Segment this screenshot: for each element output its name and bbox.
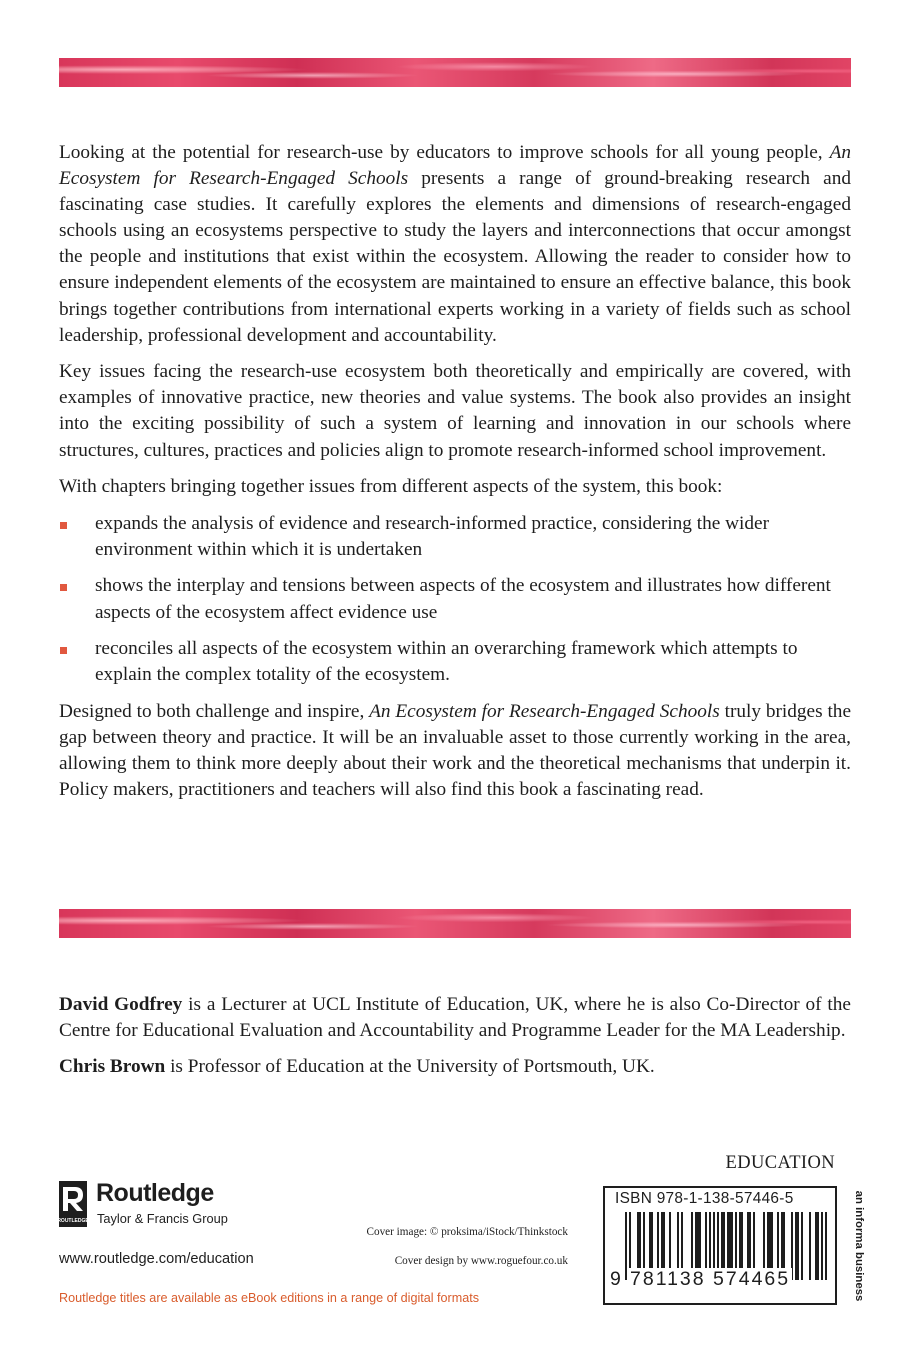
list-item: shows the interplay and tensions between aspects of the ecosystem and illustrates how different aspects of the ecosystem affect evidence use [59, 573, 851, 625]
author-name: Chris Brown [59, 1056, 166, 1077]
list-item: reconciles all aspects of the ecosystem within an overarching framework which attempts to explain the complex totality of the ecosystem. [59, 636, 851, 688]
barcode-bar [809, 1212, 811, 1280]
subject-category: EDUCATION [725, 1153, 835, 1173]
cover-design-credit: Cover design by www.roguefour.co.uk [394, 1255, 568, 1267]
barcode-bar [825, 1212, 827, 1280]
barcode-bar [625, 1212, 627, 1280]
intro-paragraph-2: Key issues facing the research-use ecosystem both theoretically and empirically are covered, with examples of innovative practice, new theories and value systems. The book also provides an insight into the exciting possibility of such a system of learning and innovation in our schools where structures, cultures, practices and policies align to promote research-informed school improvement. [59, 361, 851, 461]
ebook-note: Routledge titles are available as eBook editions in a range of digital formats [59, 1291, 480, 1305]
routledge-logo-icon [59, 1181, 87, 1227]
author-bio: Chris Brown is Professor of Education at the University of Portsmouth, UK. [59, 1056, 655, 1077]
bullet-square-icon [60, 584, 67, 591]
author-bios [59, 992, 851, 1090]
list-item: expands the analysis of evidence and research-informed practice, considering the wider environment within which it is undertaken [59, 511, 851, 563]
closing-paragraph: Designed to both challenge and inspire, An Ecosystem for Research-Engaged Schools truly bridges the gap between theory and practice. It will be an invaluable asset to those currently working in the area, allowing them to think more deeply about their work and the theoretical mechanisms that underpin it. Policy makers, practitioners and teachers will also find this book a fascinating read. [59, 700, 852, 801]
feature-list [59, 511, 851, 689]
author-name: David Godfrey [59, 994, 183, 1015]
isbn-label: ISBN 978-1-138-57446-5 [615, 1190, 794, 1207]
publisher-name: Routledge [96, 1179, 214, 1207]
isbn-barcode-box: ISBN 978-1-138-57446-5 9 781138 574465 [603, 1186, 837, 1305]
bullet-square-icon [60, 522, 67, 529]
svg-text:ROUTLEDGE: ROUTLEDGE [57, 1218, 89, 1224]
barcode-bar [795, 1212, 799, 1280]
publisher-group: Taylor & Francis Group [97, 1211, 228, 1226]
intro-paragraph-1: Looking at the potential for research-use by educators to improve schools for all young people, An Ecosystem for Research-Engaged Schools presents a range of ground-breaking research and fascinating case studies. It carefully explores the elements and dimensions of research-engaged schools using an ecosystems perspective to study the layers and interconnections that occur amongst the people and institutions that exist within the ecosystem. Allowing the reader to consider how to ensure independent elements of the ecosystem are maintained to ensure an effective balance, this book brings together contributions from international experts working in a variety of fields such as school leadership, professional development and accountability. [59, 142, 851, 346]
bullet-square-icon [60, 647, 67, 654]
barcode-bar [821, 1212, 823, 1280]
book-title: An Ecosystem for Research-Engaged Schools [369, 700, 720, 722]
cover-image-credit: Cover image: © proksima/iStock/Thinkstock [366, 1226, 568, 1238]
barcode-bar [815, 1212, 819, 1280]
barcode-bar [801, 1212, 803, 1280]
author-bio: David Godfrey is a Lecturer at UCL Institute of Education, UK, where he is also Co-Director of the Centre for Educational Evaluation and Accountability and Programme Leader for the MA Leadership. [59, 994, 851, 1041]
publisher-logo [59, 1181, 279, 1229]
intro-paragraph-3: With chapters bringing together issues from different aspects of the system, this book: [59, 476, 723, 498]
top-decorative-band [59, 58, 851, 87]
publisher-website: www.routledge.com/education [59, 1251, 254, 1267]
informa-tagline: an informa business [853, 1190, 865, 1302]
middle-decorative-band [59, 909, 851, 938]
blurb [59, 140, 851, 814]
book-title: An Ecosystem for Research-Engaged Schools [59, 142, 851, 190]
